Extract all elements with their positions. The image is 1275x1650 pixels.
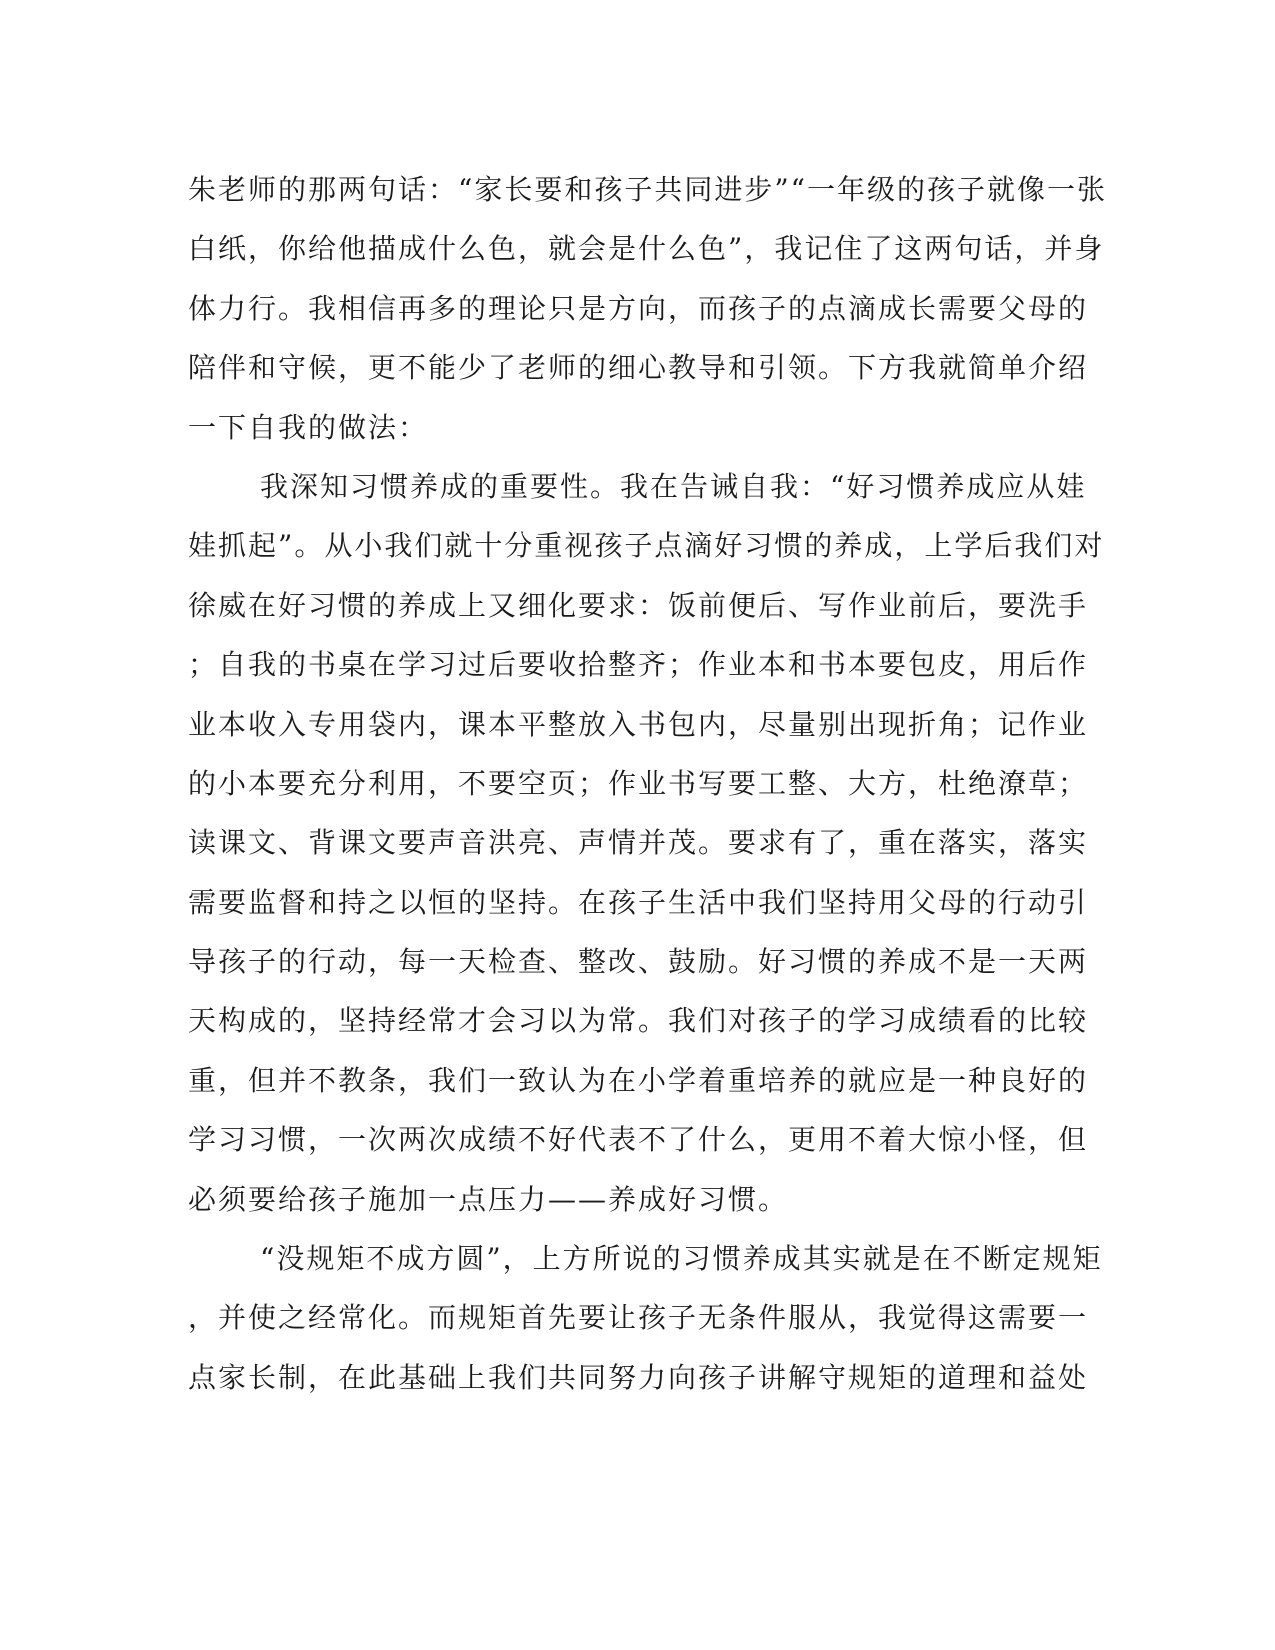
text-line: ；自我的书桌在学习过后要收拾整齐；作业本和书本要包皮，用后作 [188, 648, 1089, 682]
text-line: 体力行。我相信再多的理论只是方向，而孩子的点滴成长需要父母的 [188, 291, 1089, 325]
text-line: 必须要给孩子施加一点压力——养成好习惯。 [188, 1182, 789, 1216]
text-line: 徐威在好习惯的养成上又细化要求：饭前便后、写作业前后，要洗手 [188, 588, 1089, 622]
text-line: 读课文、背课文要声音洪亮、声情并茂。要求有了，重在落实，落实 [188, 826, 1089, 860]
body-text [188, 160, 1107, 1407]
text-line: 陪伴和守候，更不能少了老师的细心教导和引领。下方我就简单介绍 [188, 351, 1089, 385]
text-line: 娃抓起”。从小我们就十分重视孩子点滴好习惯的养成，上学后我们对 [188, 529, 1105, 563]
text-line: 朱老师的那两句话：“家长要和孩子共同进步”“一年级的孩子就像一张 [188, 173, 1107, 206]
text-line: 学习习惯，一次两次成绩不好代表不了什么，更用不着大惊小怪，但 [188, 1123, 1089, 1157]
text-line: ，并使之经常化。而规矩首先要让孩子无条件服从，我觉得这需要一 [188, 1301, 1089, 1335]
paragraph-start-line: 我深知习惯养成的重要性。我在告诫自我：“好习惯养成应从娃 [260, 469, 1087, 503]
text-line: 需要监督和持之以恒的坚持。在孩子生活中我们坚持用父母的行动引 [188, 885, 1089, 919]
text-line: 点家长制，在此基础上我们共同努力向孩子讲解守规矩的道理和益处 [188, 1360, 1089, 1394]
text-line: 的小本要充分利用，不要空页；作业书写要工整、大方，杜绝潦草； [188, 766, 1089, 800]
text-line: 一下自我的做法： [188, 410, 429, 444]
text-line: 重，但并不教条，我们一致认为在小学着重培养的就应是一种良好的 [188, 1063, 1089, 1097]
text-line: 天构成的，坚持经常才会习以为常。我们对孩子的学习成绩看的比较 [188, 1004, 1089, 1038]
text-line: 白纸，你给他描成什么色，就会是什么色”，我记住了这两句话，并身 [188, 232, 1105, 266]
text-line: 导孩子的行动，每一天检查、整改、鼓励。好习惯的养成不是一天两 [188, 945, 1089, 979]
paragraph-start-line: “没规矩不成方圆”，上方所说的习惯养成其实就是在不断定规矩 [260, 1242, 1103, 1276]
text-line: 业本收入专用袋内，课本平整放入书包内，尽量别出现折角；记作业 [188, 707, 1089, 741]
